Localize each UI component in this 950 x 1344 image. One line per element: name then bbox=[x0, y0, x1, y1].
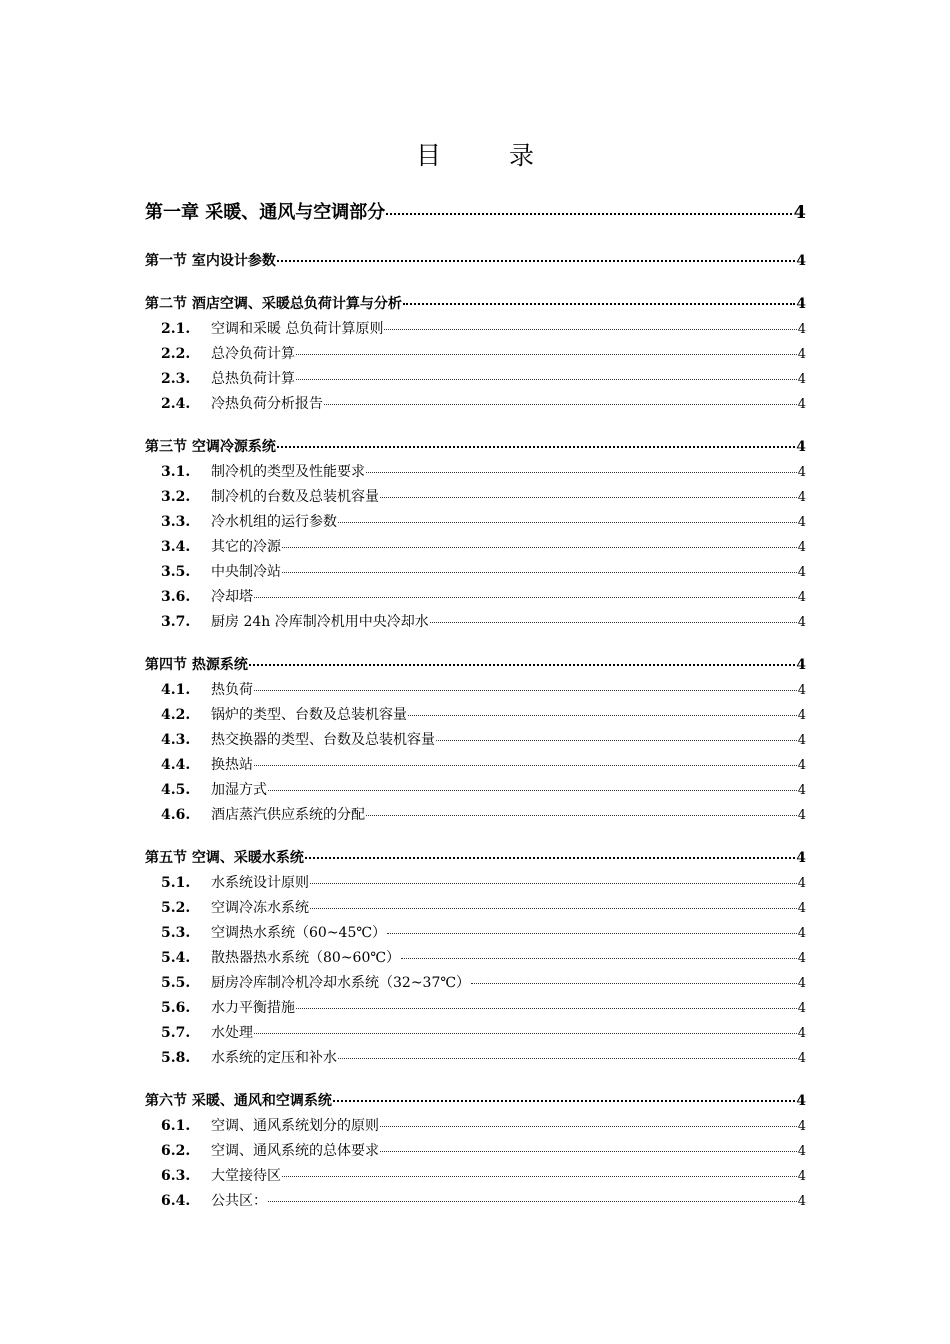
toc-page-number: 4 bbox=[797, 615, 806, 630]
toc-item-label: 制冷机的类型及性能要求 bbox=[211, 464, 365, 480]
toc-item-number: 6.2. bbox=[161, 1143, 191, 1159]
toc-chapter-label: 第一章 采暖、通风与空调部分 bbox=[145, 202, 386, 223]
toc-section-label: 第二节 酒店空调、采暖总负荷计算与分析 bbox=[145, 296, 402, 312]
toc-item-label: 中央制冷站 bbox=[211, 564, 281, 580]
toc-page-number: 4 bbox=[797, 683, 806, 698]
toc-item-number: 4.6. bbox=[161, 807, 191, 823]
toc-page-number: 4 bbox=[797, 565, 806, 580]
toc-item-label: 冷却塔 bbox=[211, 589, 253, 605]
dot-leader bbox=[268, 1200, 797, 1202]
toc-page-number: 4 bbox=[797, 1026, 806, 1041]
toc-item-entry[interactable] bbox=[145, 318, 806, 343]
toc-item-number: 3.1. bbox=[161, 464, 191, 480]
dot-leader bbox=[277, 259, 795, 262]
toc-page-number: 4 bbox=[796, 439, 806, 455]
page-title: 目 录 bbox=[416, 141, 564, 170]
dot-leader bbox=[430, 621, 797, 623]
toc-section-label: 第四节 热源系统 bbox=[145, 657, 248, 673]
toc-page-number: 4 bbox=[796, 296, 806, 312]
toc-item-label: 水系统的定压和补水 bbox=[211, 1050, 337, 1066]
toc-chapter-entry[interactable] bbox=[145, 198, 806, 226]
dot-leader bbox=[338, 1057, 797, 1059]
toc-item-label: 冷热负荷分析报告 bbox=[211, 396, 323, 412]
dot-leader bbox=[436, 739, 797, 741]
dot-leader bbox=[387, 932, 797, 934]
toc-page-number: 4 bbox=[797, 465, 806, 480]
toc-item-label: 其它的冷源 bbox=[211, 539, 281, 555]
dot-leader bbox=[380, 496, 797, 498]
toc-item-entry[interactable] bbox=[145, 754, 806, 779]
toc-item-label: 热负荷 bbox=[211, 682, 253, 698]
toc-page-number: 4 bbox=[797, 783, 806, 798]
dot-leader bbox=[471, 982, 797, 984]
toc-item-label: 空调热水系统（60~45℃） bbox=[211, 925, 387, 941]
toc-item-label: 水力平衡措施 bbox=[211, 1000, 295, 1016]
toc-item-number: 6.4. bbox=[161, 1193, 191, 1209]
dot-leader bbox=[333, 1099, 795, 1102]
toc-item-label: 锅炉的类型、台数及总装机容量 bbox=[211, 707, 407, 723]
dot-leader bbox=[305, 856, 795, 859]
toc-item-entry[interactable] bbox=[145, 679, 806, 704]
toc-item-label: 总冷负荷计算 bbox=[211, 346, 295, 362]
toc-page-number: 4 bbox=[797, 515, 806, 530]
toc-item-entry[interactable] bbox=[145, 729, 806, 754]
toc-page-number: 4 bbox=[796, 850, 806, 866]
toc-item-number: 3.4. bbox=[161, 539, 191, 555]
toc-page-number: 4 bbox=[797, 1194, 806, 1209]
toc-section-entry[interactable] bbox=[145, 436, 806, 461]
table-of-contents bbox=[145, 198, 806, 1215]
toc-item-entry[interactable] bbox=[145, 947, 806, 972]
toc-item-number: 5.4. bbox=[161, 950, 191, 966]
dot-leader bbox=[386, 212, 792, 215]
dot-leader bbox=[403, 302, 795, 305]
dot-leader bbox=[254, 764, 797, 766]
toc-item-number: 4.2. bbox=[161, 707, 191, 723]
toc-page-number: 4 bbox=[797, 347, 806, 362]
toc-item-number: 4.1. bbox=[161, 682, 191, 698]
dot-leader bbox=[310, 907, 797, 909]
toc-item-entry[interactable] bbox=[145, 368, 806, 393]
toc-item-entry[interactable] bbox=[145, 1140, 806, 1165]
toc-section-entry[interactable] bbox=[145, 1090, 806, 1115]
dot-leader bbox=[310, 882, 797, 884]
toc-item-label: 散热器热水系统（80~60℃） bbox=[211, 950, 401, 966]
toc-item-entry[interactable] bbox=[145, 997, 806, 1022]
toc-sections bbox=[145, 250, 806, 1215]
dot-leader bbox=[408, 714, 797, 716]
toc-page-number: 4 bbox=[797, 1051, 806, 1066]
dot-leader bbox=[282, 571, 797, 573]
dot-leader bbox=[282, 546, 797, 548]
toc-item-entry[interactable] bbox=[145, 561, 806, 586]
toc-item-number: 5.5. bbox=[161, 975, 191, 991]
toc-item-entry[interactable] bbox=[145, 804, 806, 829]
toc-page-number: 4 bbox=[796, 253, 806, 269]
toc-item-label: 总热负荷计算 bbox=[211, 371, 295, 387]
toc-page-number: 4 bbox=[797, 1144, 806, 1159]
toc-item-label: 厨房冷库制冷机冷却水系统（32~37℃） bbox=[211, 975, 471, 991]
toc-item-entry[interactable] bbox=[145, 611, 806, 636]
toc-item-entry[interactable] bbox=[145, 972, 806, 997]
toc-item-label: 加湿方式 bbox=[211, 782, 267, 798]
toc-section-entry[interactable] bbox=[145, 654, 806, 679]
toc-item-entry[interactable] bbox=[145, 704, 806, 729]
dot-leader bbox=[366, 814, 797, 816]
toc-item-number: 6.3. bbox=[161, 1168, 191, 1184]
dot-leader bbox=[296, 353, 797, 355]
toc-item-entry[interactable] bbox=[145, 1190, 806, 1215]
toc-item-label: 冷水机组的运行参数 bbox=[211, 514, 337, 530]
toc-item-number: 3.3. bbox=[161, 514, 191, 530]
toc-item-label: 厨房 24h 冷库制冷机用中央冷却水 bbox=[211, 614, 429, 630]
toc-item-number: 5.2. bbox=[161, 900, 191, 916]
toc-section-label: 第一节 室内设计参数 bbox=[145, 253, 276, 269]
toc-item-label: 制冷机的台数及总装机容量 bbox=[211, 489, 379, 505]
toc-item-label: 水处理 bbox=[211, 1025, 253, 1041]
toc-item-entry[interactable] bbox=[145, 486, 806, 511]
toc-item-entry[interactable] bbox=[145, 1047, 806, 1072]
toc-section-label: 第三节 空调冷源系统 bbox=[145, 439, 276, 455]
toc-item-number: 5.8. bbox=[161, 1050, 191, 1066]
toc-item-number: 4.4. bbox=[161, 757, 191, 773]
toc-page-number: 4 bbox=[797, 976, 806, 991]
toc-page-number: 4 bbox=[796, 1093, 806, 1109]
toc-item-number: 5.1. bbox=[161, 875, 191, 891]
toc-item-number: 4.3. bbox=[161, 732, 191, 748]
dot-leader bbox=[277, 445, 795, 448]
dot-leader bbox=[296, 1007, 797, 1009]
toc-item-label: 热交换器的类型、台数及总装机容量 bbox=[211, 732, 435, 748]
toc-item-entry[interactable] bbox=[145, 897, 806, 922]
toc-item-entry[interactable] bbox=[145, 461, 806, 486]
toc-page-number: 4 bbox=[793, 202, 806, 223]
toc-item-label: 公共区： bbox=[211, 1193, 267, 1209]
toc-page-number: 4 bbox=[797, 322, 806, 337]
toc-page-number: 4 bbox=[797, 1169, 806, 1184]
toc-item-number: 2.3. bbox=[161, 371, 191, 387]
toc-section-entry[interactable] bbox=[145, 250, 806, 275]
toc-item-label: 空调、通风系统划分的原则 bbox=[211, 1118, 379, 1134]
toc-page-number: 4 bbox=[797, 397, 806, 412]
toc-section-entry[interactable] bbox=[145, 293, 806, 318]
dot-leader bbox=[338, 521, 797, 523]
toc-page-number: 4 bbox=[796, 657, 806, 673]
toc-page-number: 4 bbox=[797, 926, 806, 941]
toc-page-number: 4 bbox=[797, 1001, 806, 1016]
toc-item-entry[interactable] bbox=[145, 1022, 806, 1047]
toc-item-number: 6.1. bbox=[161, 1118, 191, 1134]
toc-page-number: 4 bbox=[797, 372, 806, 387]
toc-item-number: 5.7. bbox=[161, 1025, 191, 1041]
toc-item-label: 换热站 bbox=[211, 757, 253, 773]
toc-page-number: 4 bbox=[797, 758, 806, 773]
toc-page-number: 4 bbox=[797, 808, 806, 823]
toc-item-number: 3.7. bbox=[161, 614, 191, 630]
toc-item-entry[interactable] bbox=[145, 511, 806, 536]
dot-leader bbox=[380, 1125, 797, 1127]
dot-leader bbox=[401, 957, 797, 959]
dot-leader bbox=[380, 1150, 797, 1152]
toc-page-number: 4 bbox=[797, 590, 806, 605]
toc-item-number: 3.6. bbox=[161, 589, 191, 605]
dot-leader bbox=[324, 403, 797, 405]
toc-page-number: 4 bbox=[797, 733, 806, 748]
dot-leader bbox=[384, 328, 796, 330]
toc-item-label: 大堂接待区 bbox=[211, 1168, 281, 1184]
dot-leader bbox=[296, 378, 797, 380]
dot-leader bbox=[268, 789, 797, 791]
toc-item-entry[interactable] bbox=[145, 779, 806, 804]
toc-section-entry[interactable] bbox=[145, 847, 806, 872]
dot-leader bbox=[254, 689, 797, 691]
toc-section-label: 第五节 空调、采暖水系统 bbox=[145, 850, 304, 866]
toc-item-number: 3.5. bbox=[161, 564, 191, 580]
toc-item-number: 3.2. bbox=[161, 489, 191, 505]
toc-item-label: 空调、通风系统的总体要求 bbox=[211, 1143, 379, 1159]
toc-page-number: 4 bbox=[797, 951, 806, 966]
toc-item-label: 空调和采暖 总负荷计算原则 bbox=[211, 321, 384, 337]
dot-leader bbox=[249, 663, 795, 666]
toc-item-number: 2.4. bbox=[161, 396, 191, 412]
toc-item-label: 空调冷冻水系统 bbox=[211, 900, 309, 916]
toc-section-label: 第六节 采暖、通风和空调系统 bbox=[145, 1093, 332, 1109]
toc-page-number: 4 bbox=[797, 876, 806, 891]
dot-leader bbox=[366, 471, 797, 473]
toc-item-entry[interactable] bbox=[145, 586, 806, 611]
toc-item-entry[interactable] bbox=[145, 343, 806, 368]
toc-item-number: 2.2. bbox=[161, 346, 191, 362]
toc-item-entry[interactable] bbox=[145, 536, 806, 561]
toc-item-number: 5.6. bbox=[161, 1000, 191, 1016]
toc-item-entry[interactable] bbox=[145, 393, 806, 418]
dot-leader bbox=[254, 1032, 797, 1034]
toc-page-number: 4 bbox=[797, 708, 806, 723]
toc-item-number: 5.3. bbox=[161, 925, 191, 941]
toc-item-entry[interactable] bbox=[145, 1115, 806, 1140]
toc-page-number: 4 bbox=[797, 1119, 806, 1134]
toc-item-label: 酒店蒸汽供应系统的分配 bbox=[211, 807, 365, 823]
toc-item-entry[interactable] bbox=[145, 922, 806, 947]
toc-item-entry[interactable] bbox=[145, 1165, 806, 1190]
dot-leader bbox=[254, 596, 797, 598]
toc-page-number: 4 bbox=[797, 490, 806, 505]
toc-page-number: 4 bbox=[797, 540, 806, 555]
toc-page-number: 4 bbox=[797, 901, 806, 916]
toc-item-label: 水系统设计原则 bbox=[211, 875, 309, 891]
dot-leader bbox=[282, 1175, 797, 1177]
toc-item-number: 2.1. bbox=[161, 321, 191, 337]
toc-item-number: 4.5. bbox=[161, 782, 191, 798]
toc-item-entry[interactable] bbox=[145, 872, 806, 897]
